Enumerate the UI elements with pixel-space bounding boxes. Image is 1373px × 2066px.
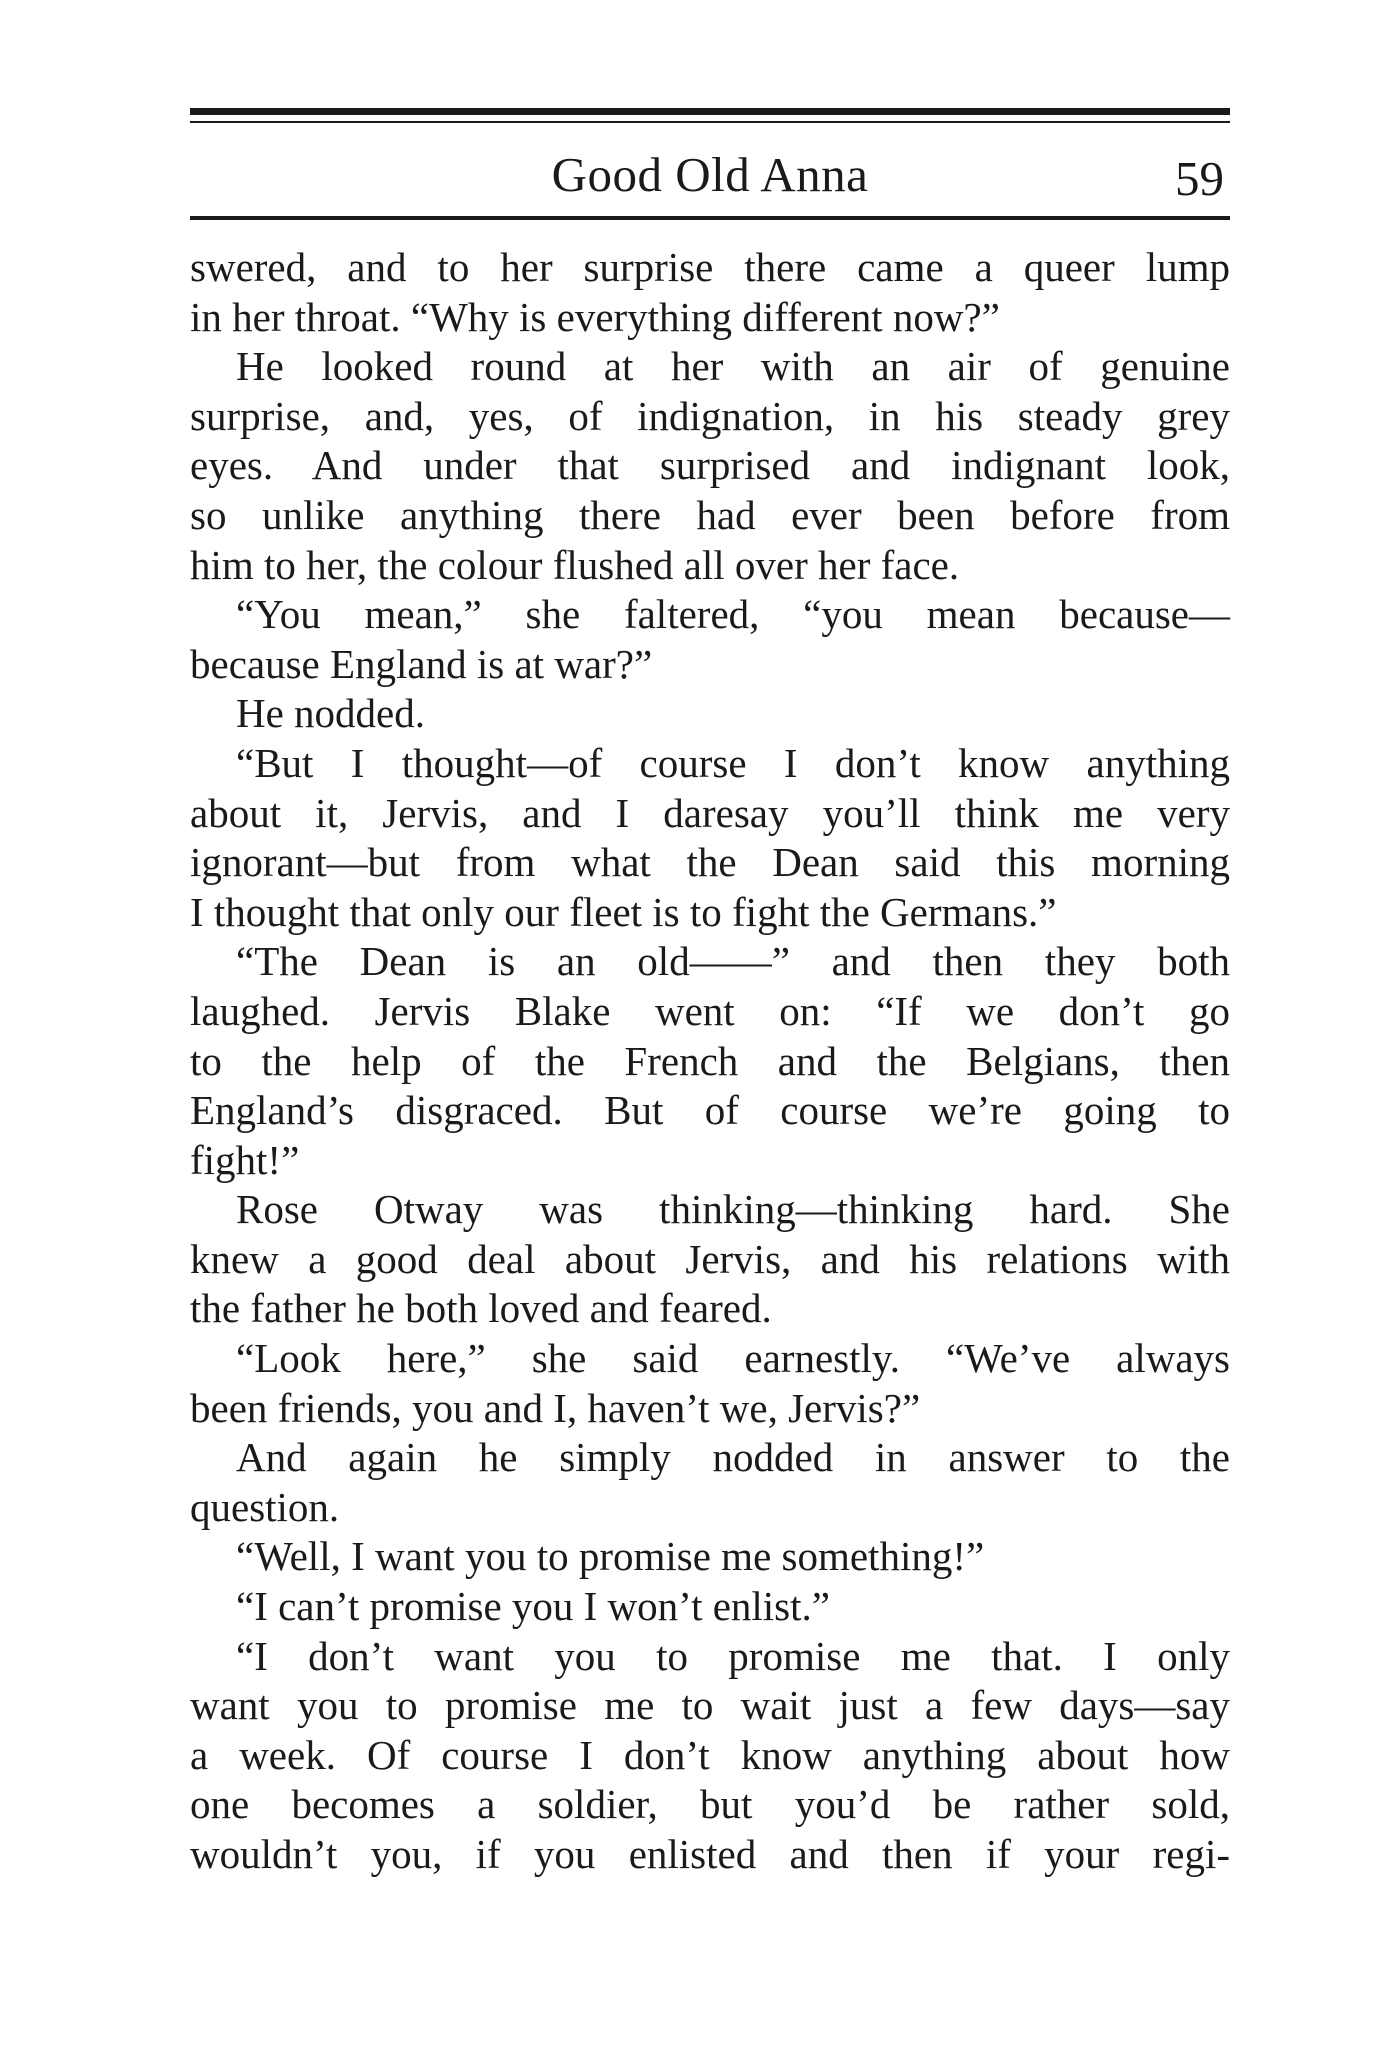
text-line: swered, and to her surprise there came a queer lump [190, 244, 1230, 290]
header-rule-thin [190, 121, 1230, 123]
text-line: He nodded. [236, 690, 426, 737]
page-number: 59 [1175, 151, 1224, 206]
text-line: He looked round at her with an air of genuine [236, 343, 1230, 390]
text-line: wouldn’t you, if you enlisted and then if your regi- [190, 1831, 1230, 1877]
text-line: in her throat. “Why is everything different now?” [190, 293, 1000, 340]
text-line: “You mean,” she faltered, “you mean because— [236, 591, 1230, 638]
text-line: fight!” [190, 1136, 300, 1183]
running-header [190, 140, 1230, 210]
text-line: laughed. Jervis Blake went on: “If we don’t go [190, 987, 1230, 1034]
text-line: surprise, and, yes, of indignation, in his steady grey [190, 392, 1230, 439]
header-underline-rule [190, 216, 1230, 220]
text-line: And again he simply nodded in answer to the [236, 1434, 1230, 1481]
text-line: one becomes a soldier, but you’d be rather sold, [190, 1781, 1230, 1828]
text-line: to the help of the French and the Belgians, then [190, 1037, 1230, 1084]
text-line: “Look here,” she said earnestly. “We’ve always [236, 1335, 1230, 1382]
text-line: a week. Of course I don’t know anything about how [190, 1731, 1230, 1778]
text-line: so unlike anything there had ever been before from [190, 491, 1230, 538]
header-rule-thick [190, 108, 1230, 115]
text-line: “I can’t promise you I won’t enlist.” [236, 1583, 830, 1630]
text-line: “I don’t want you to promise me that. I only [236, 1632, 1230, 1679]
body-text [190, 243, 1230, 1880]
text-line: knew a good deal about Jervis, and his relations with [190, 1235, 1230, 1282]
text-line: been friends, you and I, haven’t we, Jervis?” [190, 1384, 921, 1431]
running-title: Good Old Anna [551, 147, 869, 202]
text-line: want you to promise me to wait just a few days—say [190, 1682, 1230, 1729]
text-line: ignorant—but from what the Dean said this morning [190, 839, 1230, 886]
text-line: England’s disgraced. But of course we’re going to [190, 1087, 1230, 1134]
text-line: “Well, I want you to promise me something!” [236, 1533, 985, 1580]
text-line: Rose Otway was thinking—thinking hard. She [236, 1186, 1230, 1233]
text-line: “The Dean is an old——” and then they both [236, 938, 1230, 985]
text-line: eyes. And under that surprised and indignant look, [190, 442, 1230, 489]
text-line: question. [190, 1483, 340, 1530]
text-line: “But I thought—of course I don’t know anything [236, 739, 1230, 786]
text-line: I thought that only our fleet is to fight the Germans.” [190, 888, 1057, 935]
text-line: the father he both loved and feared. [190, 1285, 772, 1332]
text-line: because England is at war?” [190, 640, 653, 687]
text-line: him to her, the colour flushed all over her face. [190, 541, 960, 588]
text-line: about it, Jervis, and I daresay you’ll think me very [190, 789, 1230, 836]
